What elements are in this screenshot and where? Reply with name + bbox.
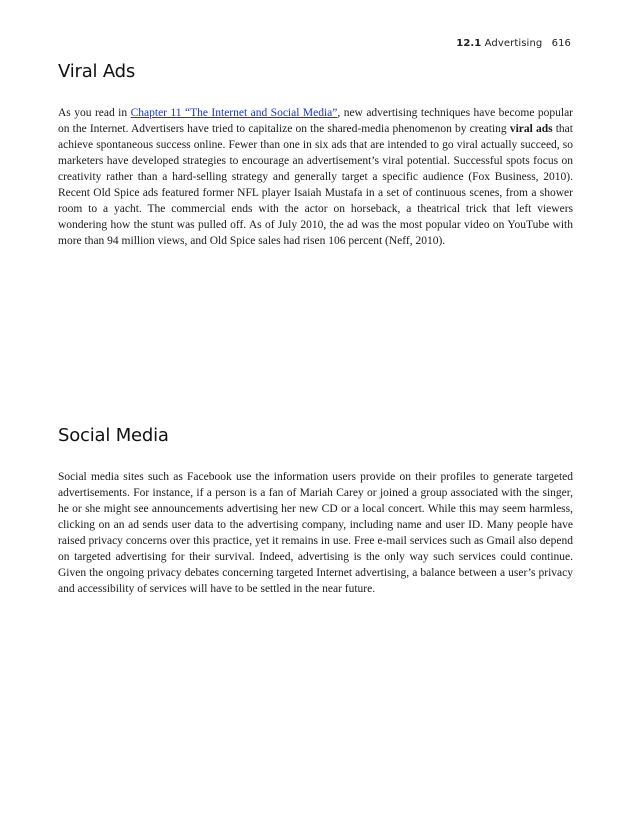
social-media-paragraph: Social media sites such as Facebook use the information users provide on their profiles to generate targeted advertisements. For instance, if a person is a fan of Mariah Carey or joined a group associated with the singer, he or she might see announcements advertising her new CD or a local concert. While this may seem harmless, clicking on an ad sends user data to the advertising company, including name and user ID. Many people have raised privacy concerns over this practice, yet it remains in use. Free e-mail services such as Gmail also depend on targeted advertising for their survival. Indeed, advertising is the only way such services could continue. Given the ongoing privacy debates concerning targeted Internet advertising, a balance between a user’s privacy and accessibility of services will have to be settled in the near future. bbox=[58, 471, 573, 595]
viral-ads-paragraph bbox=[58, 105, 573, 249]
viral-ads-intro-text: As you read in bbox=[58, 107, 131, 119]
viral-ads-text-before-term: , new advertising techniques have become popular on the Internet. Advertisers have tried to capitalize on the shared-media phenomenon by creating bbox=[58, 107, 574, 135]
running-header bbox=[456, 38, 571, 49]
viral-ads-section bbox=[58, 60, 573, 249]
chapter-11-link[interactable]: Chapter 11 “The Internet and Social Media” bbox=[130, 107, 338, 119]
social-media-heading: Social Media bbox=[58, 425, 169, 446]
header-page-number: 616 bbox=[551, 38, 571, 49]
viral-ads-text-after-term: that achieve spontaneous success online. Fewer than one in six ads that are intended to go viral actually succeed, so marketers have developed strategies to encourage an advertisement’s viral potential. Successful spots focus on creativity rather than a hard-selling strategy and generally target a specific audience (Fox Business, 2010). Recent Old Spice ads featured former NFL player Isaiah Mustafa in a set of continuous scenes, from a shower room to a yacht. The commercial ends with the actor on horseback, a theatrical trick that left viewers wondering how the stunt was pulled off. As of July 2010, the ad was the most popular video on YouTube with more than 94 million views, and Old Spice sales had risen 106 percent (Neff, 2010). bbox=[58, 123, 573, 247]
social-media-section bbox=[58, 424, 573, 597]
header-section-name: Advertising bbox=[484, 38, 543, 49]
viral-ads-term: viral ads bbox=[509, 123, 553, 135]
viral-ads-heading: Viral Ads bbox=[58, 61, 136, 82]
header-section-number: 12.1 bbox=[456, 38, 482, 49]
